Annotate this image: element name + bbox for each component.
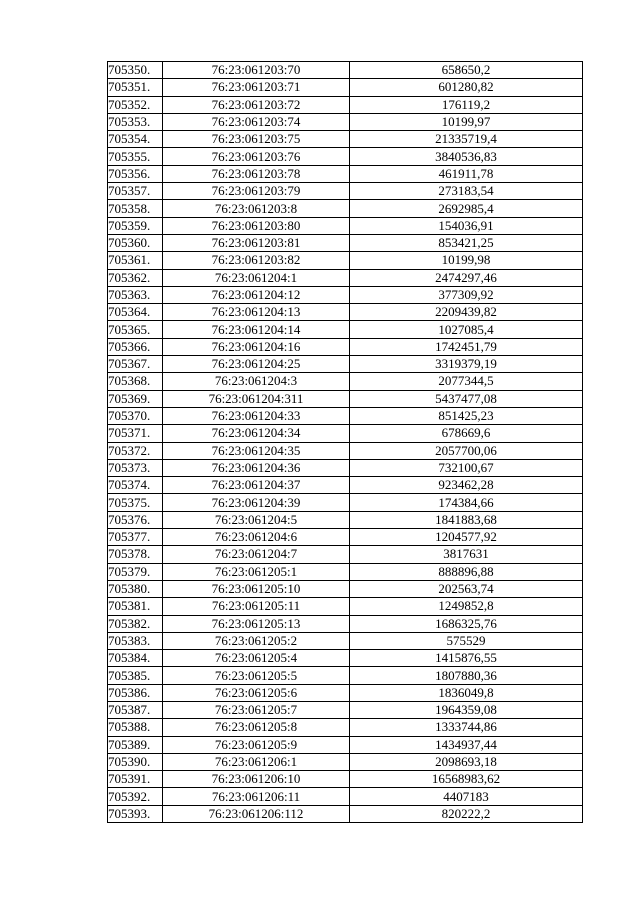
row-number-cell: 705368. — [108, 373, 163, 390]
row-number-cell: 705351. — [108, 79, 163, 96]
table-row — [108, 183, 583, 200]
cadastral-value-cell: 1686325,76 — [350, 615, 583, 632]
table-row — [108, 165, 583, 182]
cadastral-value-cell: 1204577,92 — [350, 529, 583, 546]
cadastral-number-cell: 76:23:061205:9 — [163, 736, 350, 753]
row-number-cell: 705385. — [108, 667, 163, 684]
cadastral-number-cell: 76:23:061203:82 — [163, 252, 350, 269]
cadastral-number-cell: 76:23:061203:79 — [163, 183, 350, 200]
cadastral-value-cell: 1742451,79 — [350, 338, 583, 355]
row-number-cell: 705378. — [108, 546, 163, 563]
table-row — [108, 736, 583, 753]
row-number-cell: 705350. — [108, 62, 163, 79]
cadastral-value-cell: 202563,74 — [350, 580, 583, 597]
cadastral-value-cell: 1836049,8 — [350, 684, 583, 701]
table-row — [108, 425, 583, 442]
cadastral-value-cell: 820222,2 — [350, 805, 583, 822]
cadastral-number-cell: 76:23:061204:16 — [163, 338, 350, 355]
row-number-cell: 705353. — [108, 113, 163, 130]
cadastral-number-cell: 76:23:061204:37 — [163, 477, 350, 494]
cadastral-value-cell: 3319379,19 — [350, 356, 583, 373]
row-number-cell: 705366. — [108, 338, 163, 355]
table-row — [108, 131, 583, 148]
cadastral-number-cell: 76:23:061205:2 — [163, 632, 350, 649]
cadastral-value-cell: 3817631 — [350, 546, 583, 563]
cadastral-value-cell: 601280,82 — [350, 79, 583, 96]
row-number-cell: 705352. — [108, 96, 163, 113]
cadastral-value-cell: 1434937,44 — [350, 736, 583, 753]
cadastral-value-cell: 10199,97 — [350, 113, 583, 130]
row-number-cell: 705377. — [108, 529, 163, 546]
table-row — [108, 598, 583, 615]
cadastral-number-cell: 76:23:061204:12 — [163, 286, 350, 303]
row-number-cell: 705373. — [108, 459, 163, 476]
cadastral-number-cell: 76:23:061204:34 — [163, 425, 350, 442]
cadastral-value-cell: 3840536,83 — [350, 148, 583, 165]
cadastral-number-cell: 76:23:061203:74 — [163, 113, 350, 130]
table-row — [108, 148, 583, 165]
cadastral-number-cell: 76:23:061204:5 — [163, 511, 350, 528]
table-row — [108, 252, 583, 269]
row-number-cell: 705375. — [108, 494, 163, 511]
cadastral-number-cell: 76:23:061204:13 — [163, 304, 350, 321]
cadastral-value-cell: 2077344,5 — [350, 373, 583, 390]
table-row — [108, 217, 583, 234]
table-row — [108, 321, 583, 338]
row-number-cell: 705380. — [108, 580, 163, 597]
cadastral-number-cell: 76:23:061203:8 — [163, 200, 350, 217]
cadastral-number-cell: 76:23:061203:72 — [163, 96, 350, 113]
row-number-cell: 705361. — [108, 252, 163, 269]
row-number-cell: 705387. — [108, 701, 163, 718]
table-row — [108, 753, 583, 770]
table-row — [108, 442, 583, 459]
row-number-cell: 705393. — [108, 805, 163, 822]
table-row — [108, 650, 583, 667]
table-row — [108, 96, 583, 113]
cadastral-value-cell: 10199,98 — [350, 252, 583, 269]
cadastral-number-cell: 76:23:061204:14 — [163, 321, 350, 338]
table-row — [108, 788, 583, 805]
cadastral-value-cell: 1807880,36 — [350, 667, 583, 684]
row-number-cell: 705360. — [108, 234, 163, 251]
cadastral-number-cell: 76:23:061203:76 — [163, 148, 350, 165]
cadastral-number-cell: 76:23:061204:36 — [163, 459, 350, 476]
table-row — [108, 632, 583, 649]
table-row — [108, 615, 583, 632]
row-number-cell: 705391. — [108, 771, 163, 788]
table-row — [108, 701, 583, 718]
cadastral-number-cell: 76:23:061205:13 — [163, 615, 350, 632]
cadastral-value-cell: 1333744,86 — [350, 719, 583, 736]
table-row — [108, 62, 583, 79]
cadastral-number-cell: 76:23:061206:1 — [163, 753, 350, 770]
cadastral-number-cell: 76:23:061204:7 — [163, 546, 350, 563]
table-row — [108, 304, 583, 321]
row-number-cell: 705376. — [108, 511, 163, 528]
cadastral-value-cell: 2209439,82 — [350, 304, 583, 321]
table-row — [108, 79, 583, 96]
cadastral-value-table — [107, 61, 583, 823]
cadastral-number-cell: 76:23:061204:35 — [163, 442, 350, 459]
row-number-cell: 705362. — [108, 269, 163, 286]
table-row — [108, 494, 583, 511]
row-number-cell: 705392. — [108, 788, 163, 805]
table-row — [108, 805, 583, 822]
table-row — [108, 563, 583, 580]
cadastral-number-cell: 76:23:061204:1 — [163, 269, 350, 286]
row-number-cell: 705390. — [108, 753, 163, 770]
table-body — [108, 62, 583, 823]
table-row — [108, 373, 583, 390]
row-number-cell: 705367. — [108, 356, 163, 373]
cadastral-number-cell: 76:23:061205:10 — [163, 580, 350, 597]
table-row — [108, 390, 583, 407]
cadastral-value-cell: 16568983,62 — [350, 771, 583, 788]
table-row — [108, 511, 583, 528]
row-number-cell: 705389. — [108, 736, 163, 753]
table-row — [108, 356, 583, 373]
table-row — [108, 771, 583, 788]
cadastral-number-cell: 76:23:061205:5 — [163, 667, 350, 684]
cadastral-value-cell: 1027085,4 — [350, 321, 583, 338]
row-number-cell: 705382. — [108, 615, 163, 632]
cadastral-value-cell: 461911,78 — [350, 165, 583, 182]
cadastral-value-cell: 4407183 — [350, 788, 583, 805]
cadastral-value-cell: 174384,66 — [350, 494, 583, 511]
cadastral-number-cell: 76:23:061203:78 — [163, 165, 350, 182]
cadastral-value-cell: 851425,23 — [350, 407, 583, 424]
cadastral-number-cell: 76:23:061205:4 — [163, 650, 350, 667]
row-number-cell: 705388. — [108, 719, 163, 736]
table-row — [108, 200, 583, 217]
cadastral-number-cell: 76:23:061203:70 — [163, 62, 350, 79]
cadastral-value-cell: 2692985,4 — [350, 200, 583, 217]
table-row — [108, 269, 583, 286]
table-row — [108, 719, 583, 736]
cadastral-number-cell: 76:23:061203:71 — [163, 79, 350, 96]
cadastral-value-cell: 1964359,08 — [350, 701, 583, 718]
row-number-cell: 705386. — [108, 684, 163, 701]
cadastral-number-cell: 76:23:061204:25 — [163, 356, 350, 373]
row-number-cell: 705379. — [108, 563, 163, 580]
row-number-cell: 705358. — [108, 200, 163, 217]
row-number-cell: 705384. — [108, 650, 163, 667]
row-number-cell: 705364. — [108, 304, 163, 321]
cadastral-number-cell: 76:23:061204:6 — [163, 529, 350, 546]
row-number-cell: 705357. — [108, 183, 163, 200]
row-number-cell: 705371. — [108, 425, 163, 442]
cadastral-value-cell: 923462,28 — [350, 477, 583, 494]
row-number-cell: 705356. — [108, 165, 163, 182]
table-row — [108, 546, 583, 563]
cadastral-number-cell: 76:23:061205:6 — [163, 684, 350, 701]
cadastral-number-cell: 76:23:061204:33 — [163, 407, 350, 424]
cadastral-value-cell: 21335719,4 — [350, 131, 583, 148]
row-number-cell: 705369. — [108, 390, 163, 407]
row-number-cell: 705363. — [108, 286, 163, 303]
cadastral-value-cell: 2474297,46 — [350, 269, 583, 286]
table-row — [108, 684, 583, 701]
cadastral-number-cell: 76:23:061206:11 — [163, 788, 350, 805]
cadastral-number-cell: 76:23:061203:80 — [163, 217, 350, 234]
table-row — [108, 407, 583, 424]
row-number-cell: 705381. — [108, 598, 163, 615]
cadastral-value-cell: 732100,67 — [350, 459, 583, 476]
cadastral-value-cell: 1249852,8 — [350, 598, 583, 615]
table-row — [108, 477, 583, 494]
table-row — [108, 459, 583, 476]
cadastral-value-cell: 5437477,08 — [350, 390, 583, 407]
row-number-cell: 705365. — [108, 321, 163, 338]
table-row — [108, 338, 583, 355]
cadastral-number-cell: 76:23:061203:81 — [163, 234, 350, 251]
cadastral-number-cell: 76:23:061204:3 — [163, 373, 350, 390]
cadastral-number-cell: 76:23:061203:75 — [163, 131, 350, 148]
cadastral-value-cell: 658650,2 — [350, 62, 583, 79]
table-row — [108, 113, 583, 130]
cadastral-value-cell: 853421,25 — [350, 234, 583, 251]
cadastral-value-cell: 678669,6 — [350, 425, 583, 442]
cadastral-value-cell: 1841883,68 — [350, 511, 583, 528]
cadastral-value-cell: 377309,92 — [350, 286, 583, 303]
cadastral-value-cell: 154036,91 — [350, 217, 583, 234]
table-row — [108, 667, 583, 684]
row-number-cell: 705372. — [108, 442, 163, 459]
cadastral-value-cell: 273183,54 — [350, 183, 583, 200]
row-number-cell: 705370. — [108, 407, 163, 424]
cadastral-number-cell: 76:23:061205:11 — [163, 598, 350, 615]
row-number-cell: 705374. — [108, 477, 163, 494]
row-number-cell: 705383. — [108, 632, 163, 649]
table-row — [108, 529, 583, 546]
row-number-cell: 705355. — [108, 148, 163, 165]
cadastral-number-cell: 76:23:061204:39 — [163, 494, 350, 511]
table-row — [108, 286, 583, 303]
cadastral-value-cell: 888896,88 — [350, 563, 583, 580]
row-number-cell: 705359. — [108, 217, 163, 234]
cadastral-number-cell: 76:23:061206:112 — [163, 805, 350, 822]
cadastral-number-cell: 76:23:061205:1 — [163, 563, 350, 580]
cadastral-value-cell: 1415876,55 — [350, 650, 583, 667]
table-row — [108, 234, 583, 251]
cadastral-number-cell: 76:23:061206:10 — [163, 771, 350, 788]
cadastral-value-cell: 575529 — [350, 632, 583, 649]
cadastral-value-cell: 2098693,18 — [350, 753, 583, 770]
cadastral-value-cell: 2057700,06 — [350, 442, 583, 459]
row-number-cell: 705354. — [108, 131, 163, 148]
cadastral-number-cell: 76:23:061205:8 — [163, 719, 350, 736]
cadastral-value-cell: 176119,2 — [350, 96, 583, 113]
cadastral-number-cell: 76:23:061204:311 — [163, 390, 350, 407]
table-row — [108, 580, 583, 597]
cadastral-number-cell: 76:23:061205:7 — [163, 701, 350, 718]
